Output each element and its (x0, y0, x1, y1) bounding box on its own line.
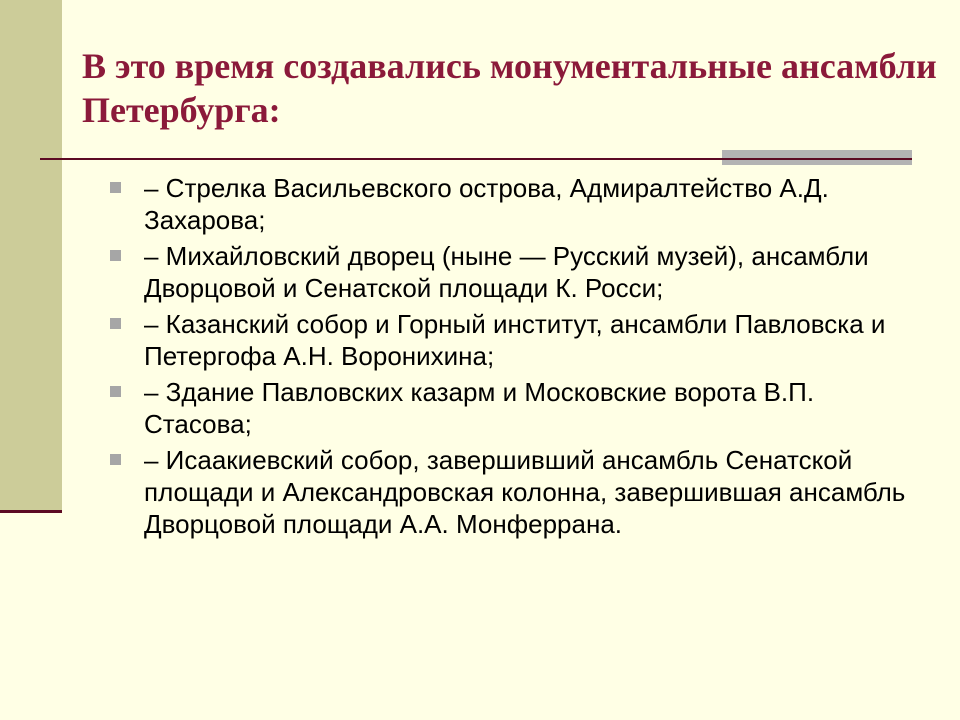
bullet-text: – Исаакиевский собор, завершивший ансамбль Сенатской площади и Александровская колонна, завершившая ансамбль Дворцовой площади А.А. Монферрана. (144, 445, 906, 539)
square-bullet-icon (110, 386, 121, 397)
square-bullet-icon (110, 250, 121, 261)
bullet-text: – Стрелка Васильевского острова, Адмиралтейство А.Д. Захарова; (144, 173, 829, 235)
square-bullet-icon (110, 318, 121, 329)
slide-title: В это время создавались монументальные ансамбли Петербурга: (82, 46, 937, 130)
title-divider-accent (722, 150, 912, 158)
bullet-item-5 (108, 444, 908, 540)
bullet-text: – Здание Павловских казарм и Московские ворота В.П. Стасова; (144, 377, 815, 439)
square-bullet-icon (110, 182, 121, 193)
bullet-item-3 (108, 308, 908, 372)
bullet-text: – Михайловский дворец (ныне — Русский музей), ансамбли Дворцовой и Сенатской площади К. Росси; (144, 241, 869, 303)
title-divider-accent-lower (722, 160, 912, 165)
left-bar-underline (0, 510, 62, 513)
left-decorative-bar (0, 0, 62, 512)
square-bullet-icon (110, 454, 121, 465)
bullet-item-1 (108, 172, 908, 236)
bullet-text: – Казанский собор и Горный институт, ансамбли Павловска и Петергофа А.Н. Воронихина; (144, 309, 886, 371)
bullet-item-4 (108, 376, 908, 440)
bullet-list (108, 172, 908, 544)
bullet-item-2 (108, 240, 908, 304)
